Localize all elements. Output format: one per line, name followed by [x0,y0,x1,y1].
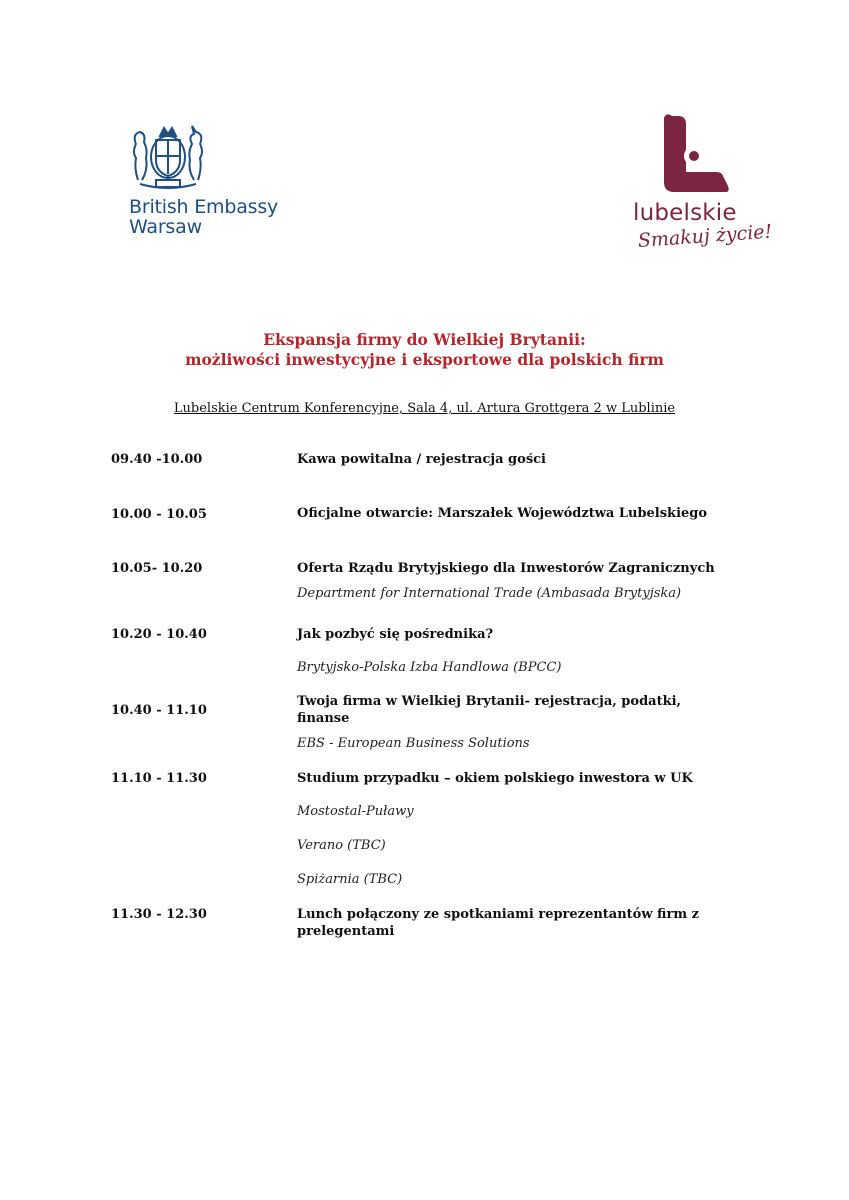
agenda-time: 10.40 - 11.10 [111,703,207,718]
agenda-time: 10.00 - 10.05 [111,507,207,522]
lubelskie-wordmark: lubelskie [633,200,737,226]
agenda-title: Lunch połączony ze spotkaniami reprezentantów firm z prelegentami [297,907,700,939]
agenda-title: Oferta Rządu Brytyjskiego dla Inwestorów Zagranicznych [297,561,715,576]
agenda-title: Jak pozbyć się pośrednika? [297,627,494,642]
agenda-speaker: Brytyjsko-Polska Izba Handlowa (BPCC) [297,660,562,675]
venue-address: Lubelskie Centrum Konferencyjne, Sala 4, ul. Artura Grottgera 2 w Lublinie [173,401,676,416]
agenda-time: 10.05- 10.20 [111,561,203,576]
lubelskie-gear-l-icon [658,112,730,196]
agenda-title: Twoja firma w Wielkiej Brytanii- rejestracja, podatki, finanse [297,694,682,726]
agenda-speaker: EBS - European Business Solutions [297,736,530,751]
agenda-speaker: Spiżarnia (TBC) [297,872,403,887]
agenda-speaker: Verano (TBC) [297,838,386,853]
agenda-time: 10.20 - 10.40 [111,627,207,642]
lubelskie-logo [626,112,776,262]
agenda-title: Oficjalne otwarcie: Marszałek Województwa Lubelskiego [297,506,708,521]
page-title-line-1: Ekspansja firmy do Wielkiej Brytanii: [263,330,586,349]
royal-coat-of-arms-icon [126,124,210,192]
agenda-time: 09.40 -10.00 [111,452,203,467]
lubelskie-tagline: Smakuj życie! [637,220,773,252]
agenda-speaker: Mostostal-Puławy [297,804,414,819]
agenda-time: 11.10 - 11.30 [111,771,207,786]
british-embassy-logo [126,124,279,239]
agenda-speaker: Department for International Trade (Ambasada Brytyjska) [297,586,682,601]
agenda-title: Studium przypadku – okiem polskiego inwestora w UK [297,771,693,786]
agenda-time: 11.30 - 12.30 [111,907,207,922]
british-embassy-wordmark: British Embassy Warsaw [129,196,279,238]
agenda-title: Kawa powitalna / rejestracja gości [297,452,546,467]
page-title-line-2: możliwości inwestycyjne i eksportowe dla polskich firm [185,350,664,369]
